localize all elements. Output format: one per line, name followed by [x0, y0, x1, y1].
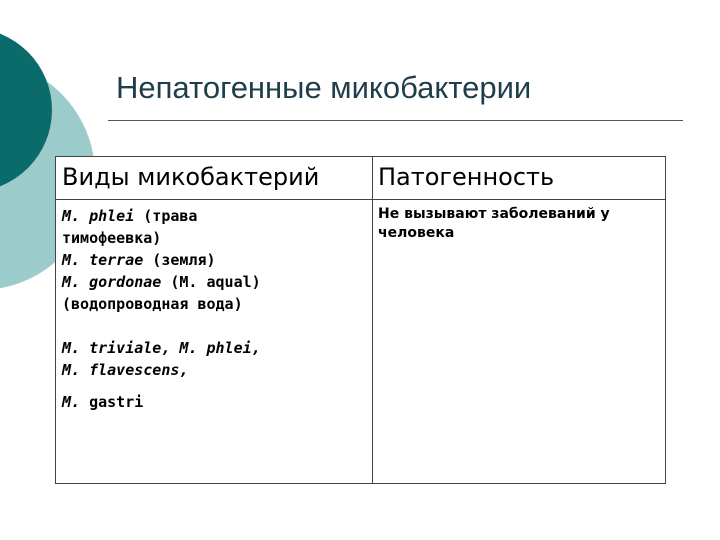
header-pathogenicity: Патогенность: [378, 163, 555, 191]
species-line: (водопроводная вода): [62, 295, 243, 313]
header-divider: [56, 199, 665, 200]
species-line: M. gordonae (M. aqual): [62, 273, 261, 291]
page-title: Непатогенные микобактерии: [116, 70, 532, 105]
title-underline: [108, 120, 683, 121]
species-line: M. phlei (трава: [62, 207, 198, 225]
species-table: [55, 156, 666, 484]
column-divider: [372, 157, 373, 483]
species-line: M. terrae (земля): [62, 251, 216, 269]
species-line: M. gastri: [62, 393, 144, 411]
species-cell: [62, 205, 368, 413]
species-line: M. flavescens,: [62, 361, 189, 379]
pathogenicity-cell: Не вызывают заболеваний у человека: [378, 206, 610, 241]
header-species: Виды микобактерий: [62, 163, 320, 191]
species-line: M. triviale, M. phlei,: [62, 339, 261, 357]
species-line: тимофеевка): [62, 229, 162, 247]
